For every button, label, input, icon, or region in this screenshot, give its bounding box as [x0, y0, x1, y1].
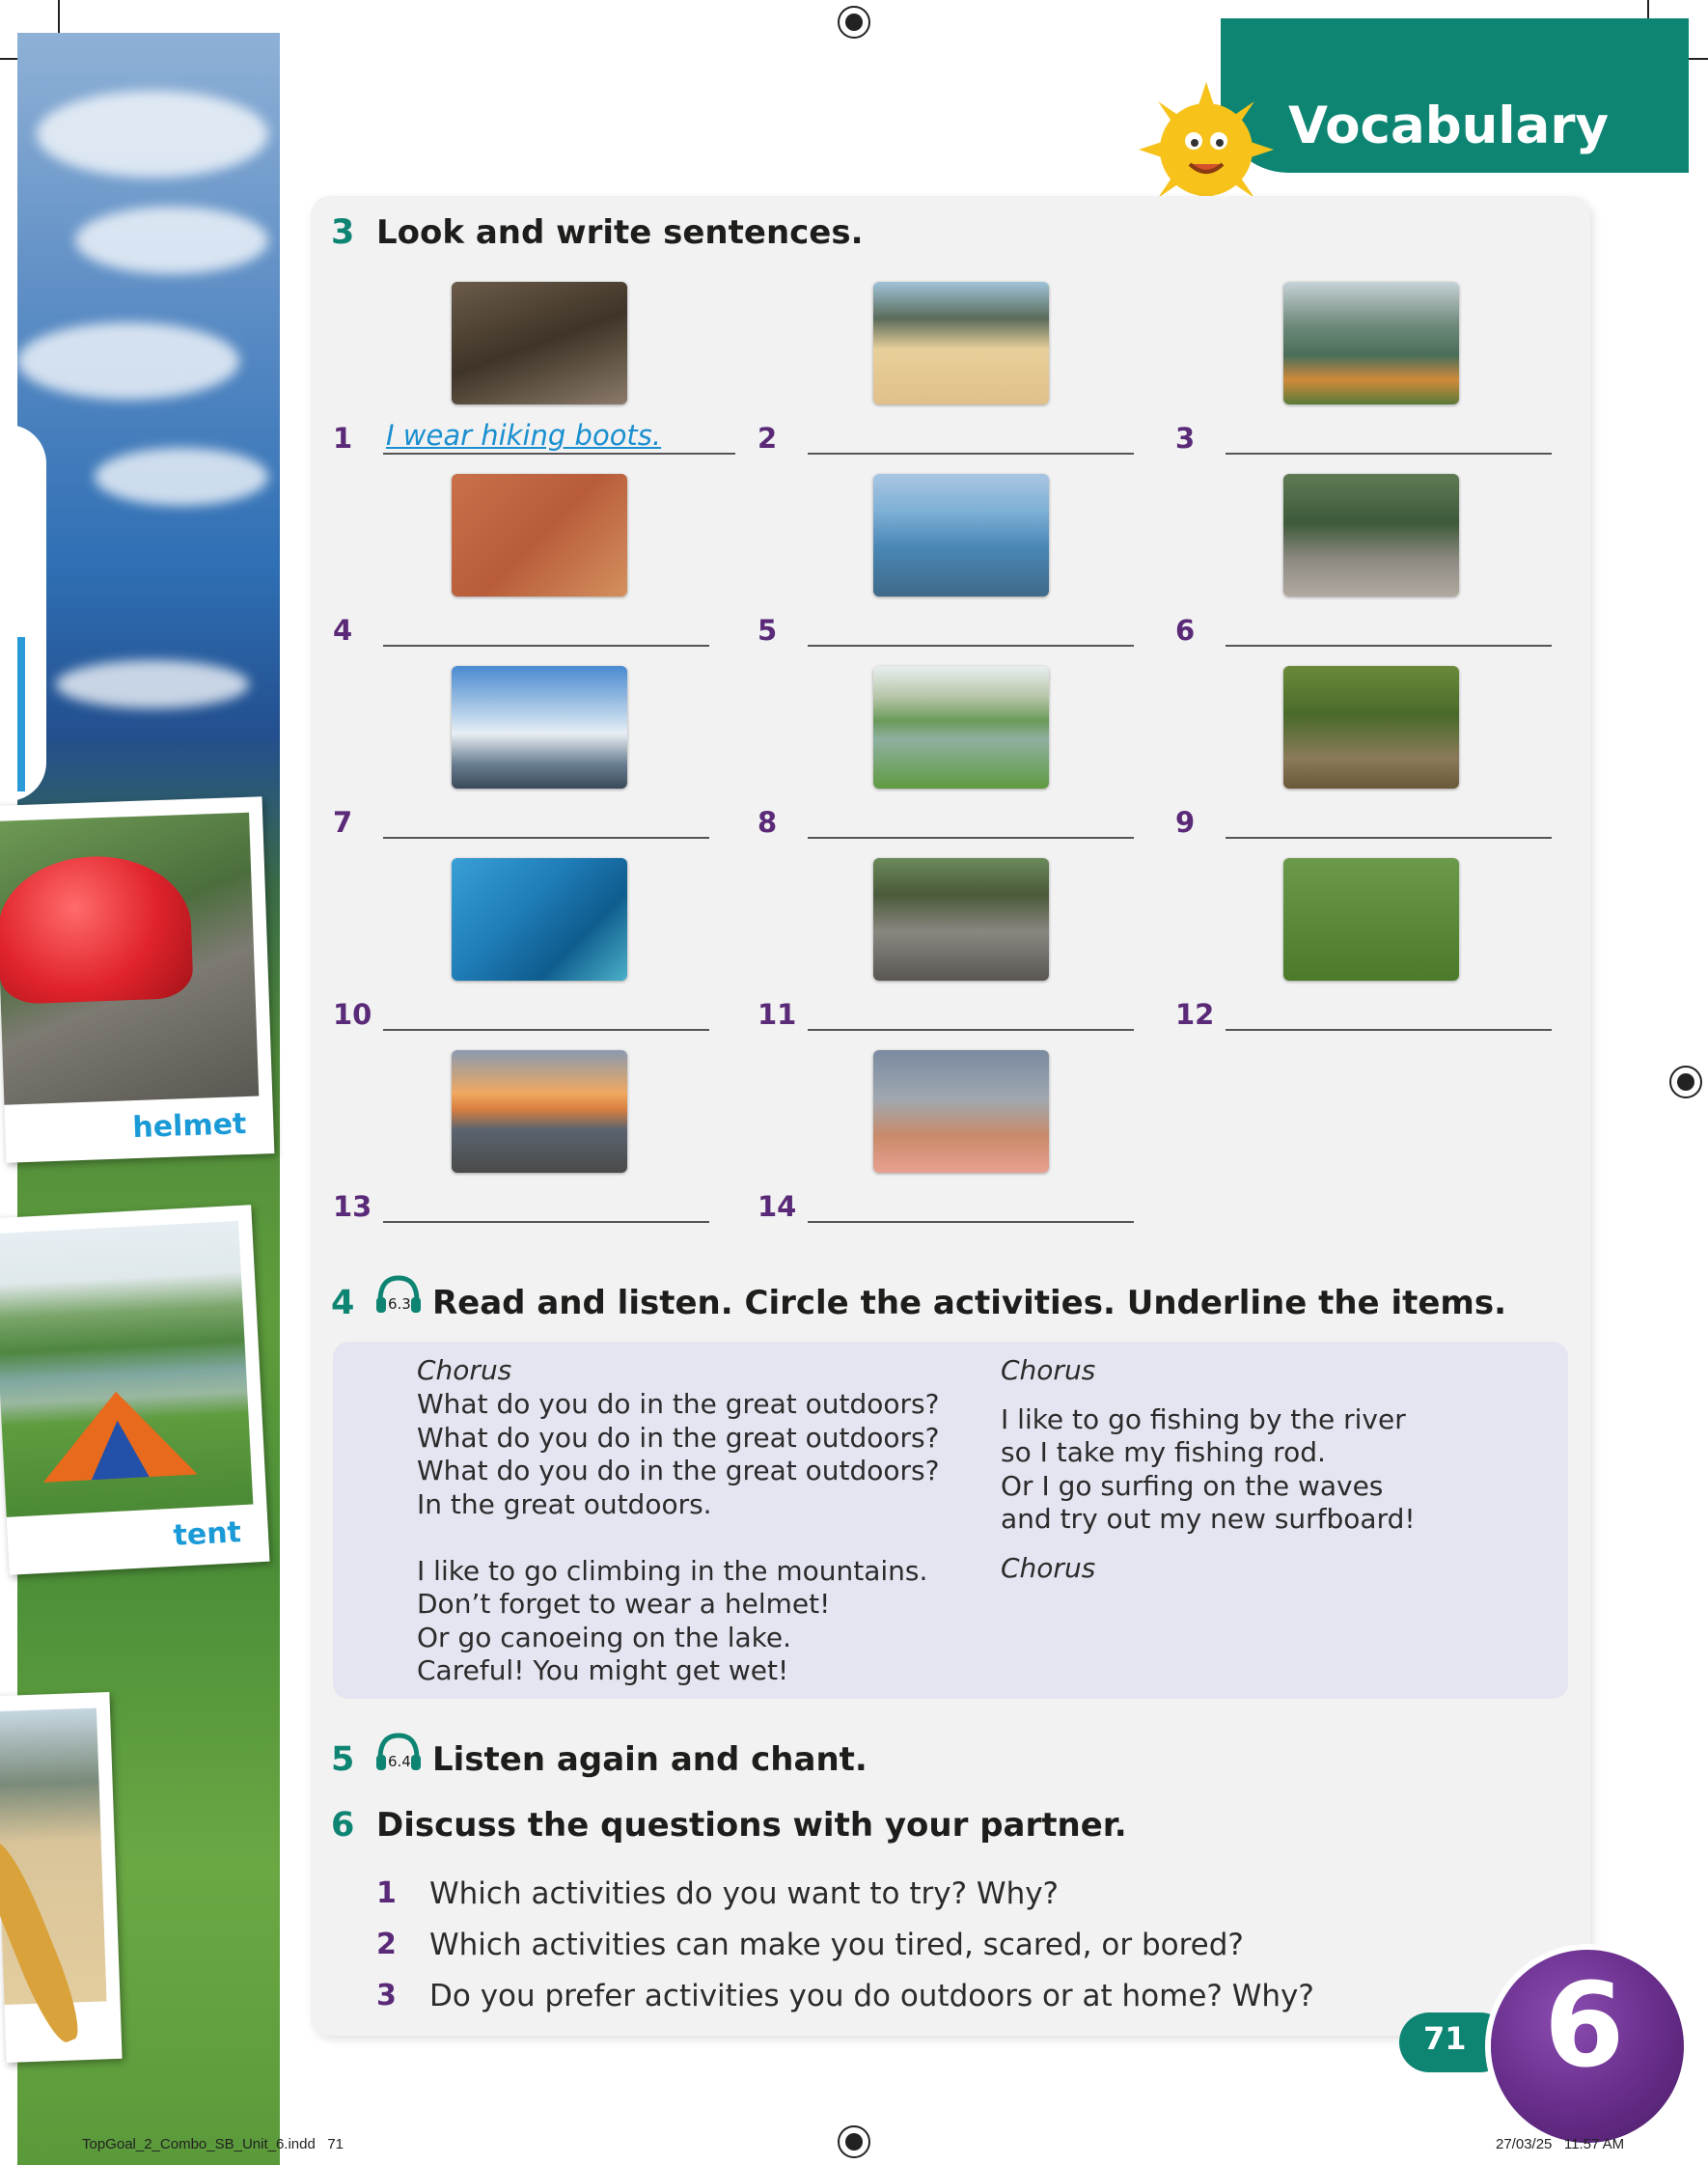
exercise-instruction: Discuss the questions with your partner.	[376, 1806, 1127, 1845]
climbing-wall-photo	[452, 474, 627, 597]
answer-line[interactable]	[1226, 453, 1552, 455]
footer-timestamp: 27/03/25 11:57 AM	[1496, 2136, 1625, 2152]
answer-line[interactable]	[1226, 837, 1552, 839]
fishing-rod-lake-photo	[873, 474, 1049, 597]
lyric-line: Don’t forget to wear a helmet!	[417, 1588, 831, 1620]
hiking-kids-photo	[1283, 666, 1459, 789]
fishing-tackle-photo	[1283, 858, 1459, 981]
answer-line[interactable]	[383, 1029, 709, 1031]
chorus-label: Chorus	[417, 1354, 512, 1386]
question-text: Which activities can make you tired, scared, or bored?	[429, 1928, 1244, 1962]
surfboards-on-beach-photo	[873, 282, 1049, 404]
lyric-line: In the great outdoors.	[417, 1488, 712, 1520]
lyric-line: Or I go surfing on the waves	[1001, 1470, 1384, 1502]
helmet-shape	[0, 853, 194, 1005]
answer-line[interactable]	[808, 1029, 1134, 1031]
question-text: Which activities do you want to try? Why?	[429, 1876, 1060, 1911]
exercise-number: 5	[331, 1740, 355, 1779]
question-number: 1	[376, 1876, 397, 1910]
lyric-line: Or go canoeing on the lake.	[417, 1622, 792, 1653]
lyric-line: What do you do in the great outdoors?	[417, 1388, 940, 1420]
photo-caption: helmet	[131, 1107, 247, 1146]
item-number: 1	[333, 422, 353, 455]
lyric-line: so I take my fishing rod.	[1001, 1436, 1326, 1468]
lyric-line: What do you do in the great outdoors?	[417, 1455, 940, 1486]
mountains-photo	[452, 666, 627, 789]
item-number: 13	[333, 1190, 372, 1223]
registration-mark	[1669, 1066, 1702, 1098]
item-number: 9	[1175, 806, 1196, 839]
answer-line[interactable]	[383, 1221, 709, 1223]
track-number: 6.4	[388, 1753, 411, 1770]
registration-mark	[838, 2125, 870, 2158]
item-number: 11	[758, 998, 797, 1031]
lyric-line: I like to go climbing in the mountains.	[417, 1555, 928, 1587]
chorus-label: Chorus	[1001, 1552, 1096, 1584]
page-number: 71	[1423, 2020, 1467, 2057]
exercise-number: 3	[331, 213, 355, 252]
answer-line[interactable]	[383, 837, 709, 839]
registration-mark	[838, 6, 870, 39]
item-number: 8	[758, 806, 778, 839]
tent-photo	[0, 1221, 253, 1517]
exercise-instruction: Listen again and chant.	[432, 1740, 868, 1779]
item-number: 7	[333, 806, 353, 839]
unit-number: 6	[1544, 1959, 1625, 2094]
answer-line[interactable]	[808, 837, 1134, 839]
lyric-line: and try out my new surfboard!	[1001, 1503, 1416, 1535]
footer-filename: TopGoal_2_Combo_SB_Unit_6.indd 71	[82, 2136, 344, 2152]
exercise-instruction: Look and write sentences.	[376, 213, 864, 252]
chorus-label: Chorus	[1001, 1354, 1096, 1386]
question-number: 3	[376, 1979, 397, 2012]
sleeping-bag-photo	[1283, 474, 1459, 597]
lyric-line: I like to go fishing by the river	[1001, 1403, 1406, 1435]
answer-line[interactable]	[383, 645, 709, 647]
side-tab-accent	[17, 637, 25, 791]
question-text: Do you prefer activities you do outdoors or at home? Why?	[429, 1979, 1314, 2013]
exercise-number: 6	[331, 1806, 355, 1845]
lyric-line: What do you do in the great outdoors?	[417, 1422, 940, 1454]
climbing-helmet-photo	[873, 858, 1049, 981]
item-number: 10	[333, 998, 372, 1031]
tent-polaroid	[0, 1205, 269, 1575]
tent-by-lake-photo	[873, 666, 1049, 789]
surfboard-photo	[0, 1708, 107, 2006]
item-number: 2	[758, 422, 778, 455]
item-number: 5	[758, 614, 778, 647]
question-number: 2	[376, 1928, 397, 1961]
hiking-boots-photo	[452, 282, 627, 404]
answer-line[interactable]	[808, 645, 1134, 647]
section-title: Vocabulary	[1288, 97, 1610, 155]
surfboard-polaroid	[0, 1692, 123, 2063]
answer-line[interactable]	[1226, 1029, 1552, 1031]
item-number: 4	[333, 614, 353, 647]
answer-line[interactable]	[808, 1221, 1134, 1223]
item-number: 14	[758, 1190, 797, 1223]
camping-family-photo	[1283, 282, 1459, 404]
exercise-instruction: Read and listen. Circle the activities. Underline the items.	[432, 1284, 1507, 1322]
canoeing-girls-photo	[873, 1050, 1049, 1173]
item-number: 12	[1175, 998, 1215, 1031]
lyric-line: Careful! You might get wet!	[417, 1654, 789, 1686]
item-number: 6	[1175, 614, 1196, 647]
helmet-polaroid	[0, 796, 274, 1162]
sample-answer: I wear hiking boots.	[386, 419, 662, 452]
exercise-number: 4	[331, 1284, 355, 1322]
answer-line[interactable]	[383, 453, 735, 455]
item-number: 3	[1175, 422, 1196, 455]
answer-line[interactable]	[1226, 645, 1552, 647]
surfing-wave-photo	[452, 858, 627, 981]
answer-line[interactable]	[808, 453, 1134, 455]
tent-door	[89, 1419, 150, 1480]
track-number: 6.3	[388, 1295, 411, 1313]
photo-caption: tent	[172, 1515, 242, 1553]
helmet-photo	[0, 813, 259, 1105]
surfboard-shape	[0, 1837, 89, 2048]
kayak-sunset-photo	[452, 1050, 627, 1173]
